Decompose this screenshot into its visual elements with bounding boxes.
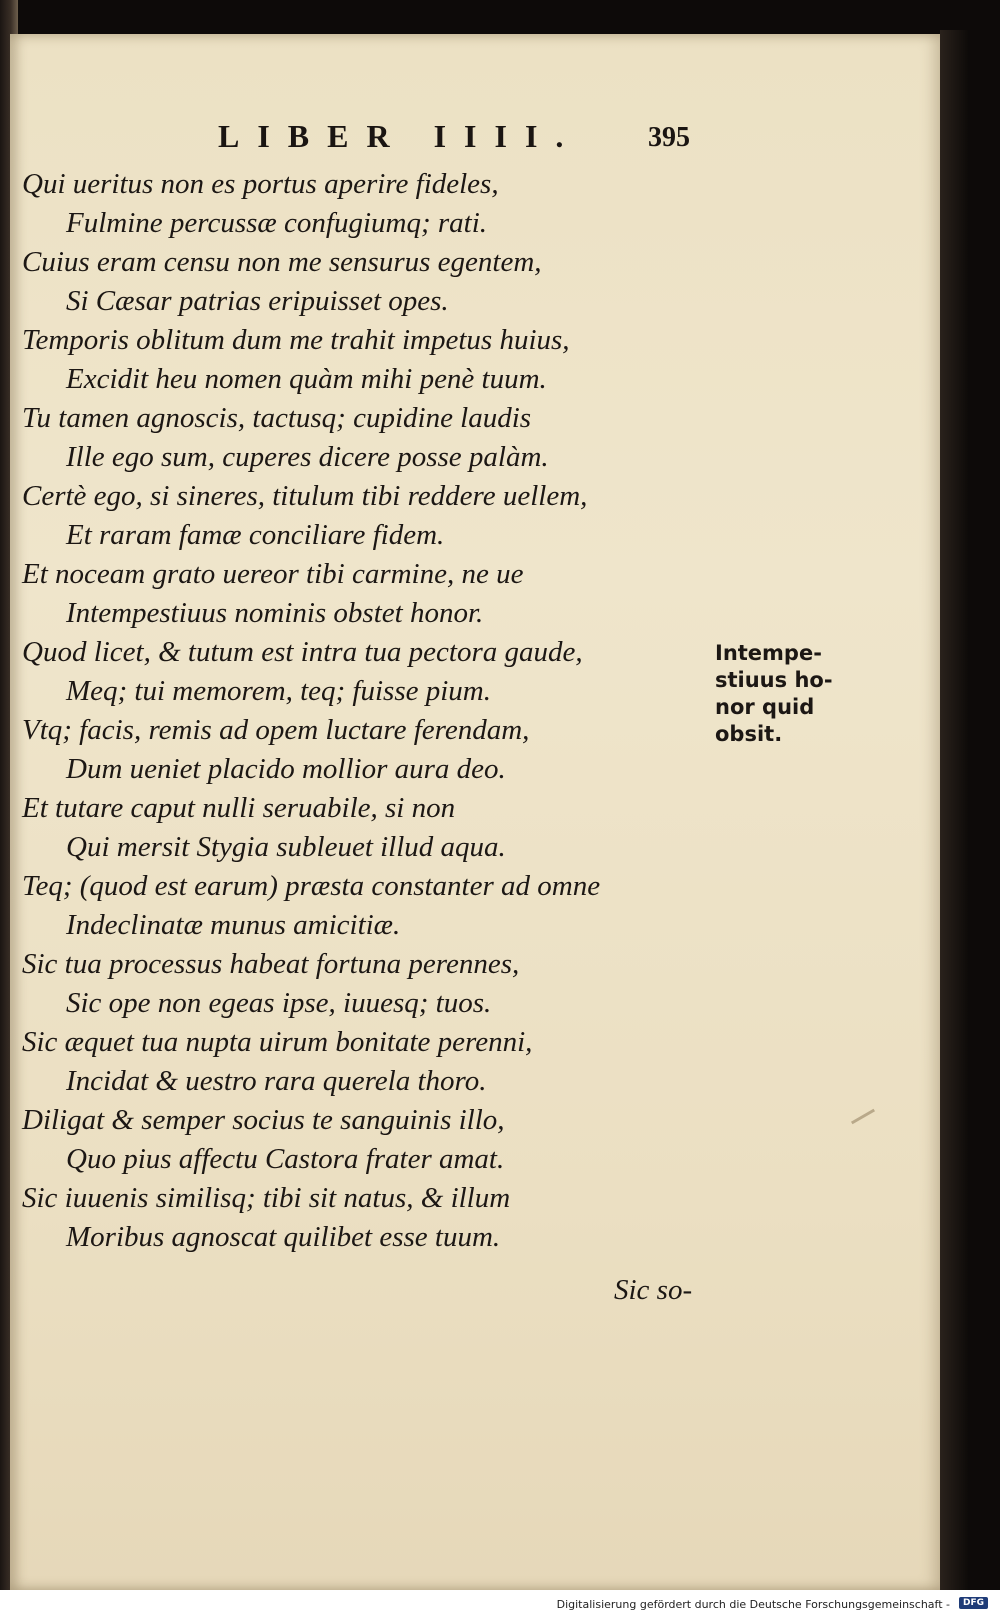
verse-line: Meq; tui memorem, teq; fuisse pium.	[66, 675, 491, 707]
verse-line: Vtq; facis, remis ad opem luctare ferendam,	[22, 714, 530, 746]
verse-line: Qui ueritus non es portus aperire fideles,	[22, 168, 499, 200]
verse-line: Sic æquet tua nupta uirum bonitate perenni,	[22, 1026, 533, 1058]
verse-line: Temporis oblitum dum me trahit impetus huius,	[22, 324, 570, 356]
verse-line: Excidit heu nomen quàm mihi penè tuum.	[66, 363, 547, 395]
verse-line: Et tutare caput nulli seruabile, si non	[22, 792, 456, 824]
verse-line: Fulmine percussæ confugiumq; rati.	[66, 207, 487, 239]
verse-line: Ille ego sum, cuperes dicere posse palàm.	[66, 441, 549, 473]
scan-edge-right	[940, 30, 968, 1592]
poem-verses	[22, 165, 642, 1257]
marginal-note: Intempe- stiuus ho- nor quid obsit.	[715, 641, 833, 746]
digitization-credit: Digitalisierung gefördert durch die Deutsche Forschungsgemeinschaft -	[556, 1598, 950, 1611]
verse-line: Moribus agnoscat quilibet esse tuum.	[66, 1221, 501, 1253]
verse-line: Teq; (quod est earum) præsta constanter ad omne	[22, 870, 601, 902]
verse-line: Dum ueniet placido mollior aura deo.	[66, 753, 506, 785]
verse-line: Quod licet, & tutum est intra tua pectora gaude,	[22, 636, 583, 668]
catchword: Sic so-	[614, 1274, 693, 1306]
verse-line: Qui mersit Stygia subleuet illud aqua.	[66, 831, 506, 863]
verse-line: Certè ego, si sineres, titulum tibi reddere uellem,	[22, 480, 588, 512]
verse-line: Et noceam grato uereor tibi carmine, ne ue	[22, 558, 524, 590]
verse-line: Sic tua processus habeat fortuna perennes,	[22, 948, 520, 980]
verse-line: Incidat & uestro rara querela thoro.	[66, 1065, 487, 1097]
verse-line: Intempestiuus nominis obstet honor.	[66, 597, 484, 629]
verse-line: Sic ope non egeas ipse, iuuesq; tuos.	[66, 987, 492, 1019]
verse-line: Sic iuuenis similisq; tibi sit natus, & illum	[22, 1182, 511, 1214]
verse-line: Tu tamen agnoscis, tactusq; cupidine laudis	[22, 402, 532, 434]
verse-line: Cuius eram censu non me sensurus egentem,	[22, 246, 542, 278]
dfg-logo: DFG	[959, 1597, 988, 1609]
verse-line: Diligat & semper socius te sanguinis illo,	[22, 1104, 505, 1136]
verse-line: Indeclinatæ munus amicitiæ.	[66, 909, 401, 941]
running-title: LIBER IIII.	[218, 118, 582, 154]
page-number: 395	[648, 122, 690, 153]
verse-line: Et raram famæ conciliare fidem.	[66, 519, 445, 551]
verse-line: Quo pius affectu Castora frater amat.	[66, 1143, 505, 1175]
verse-line: Si Cæsar patrias eripuisset opes.	[66, 285, 449, 317]
